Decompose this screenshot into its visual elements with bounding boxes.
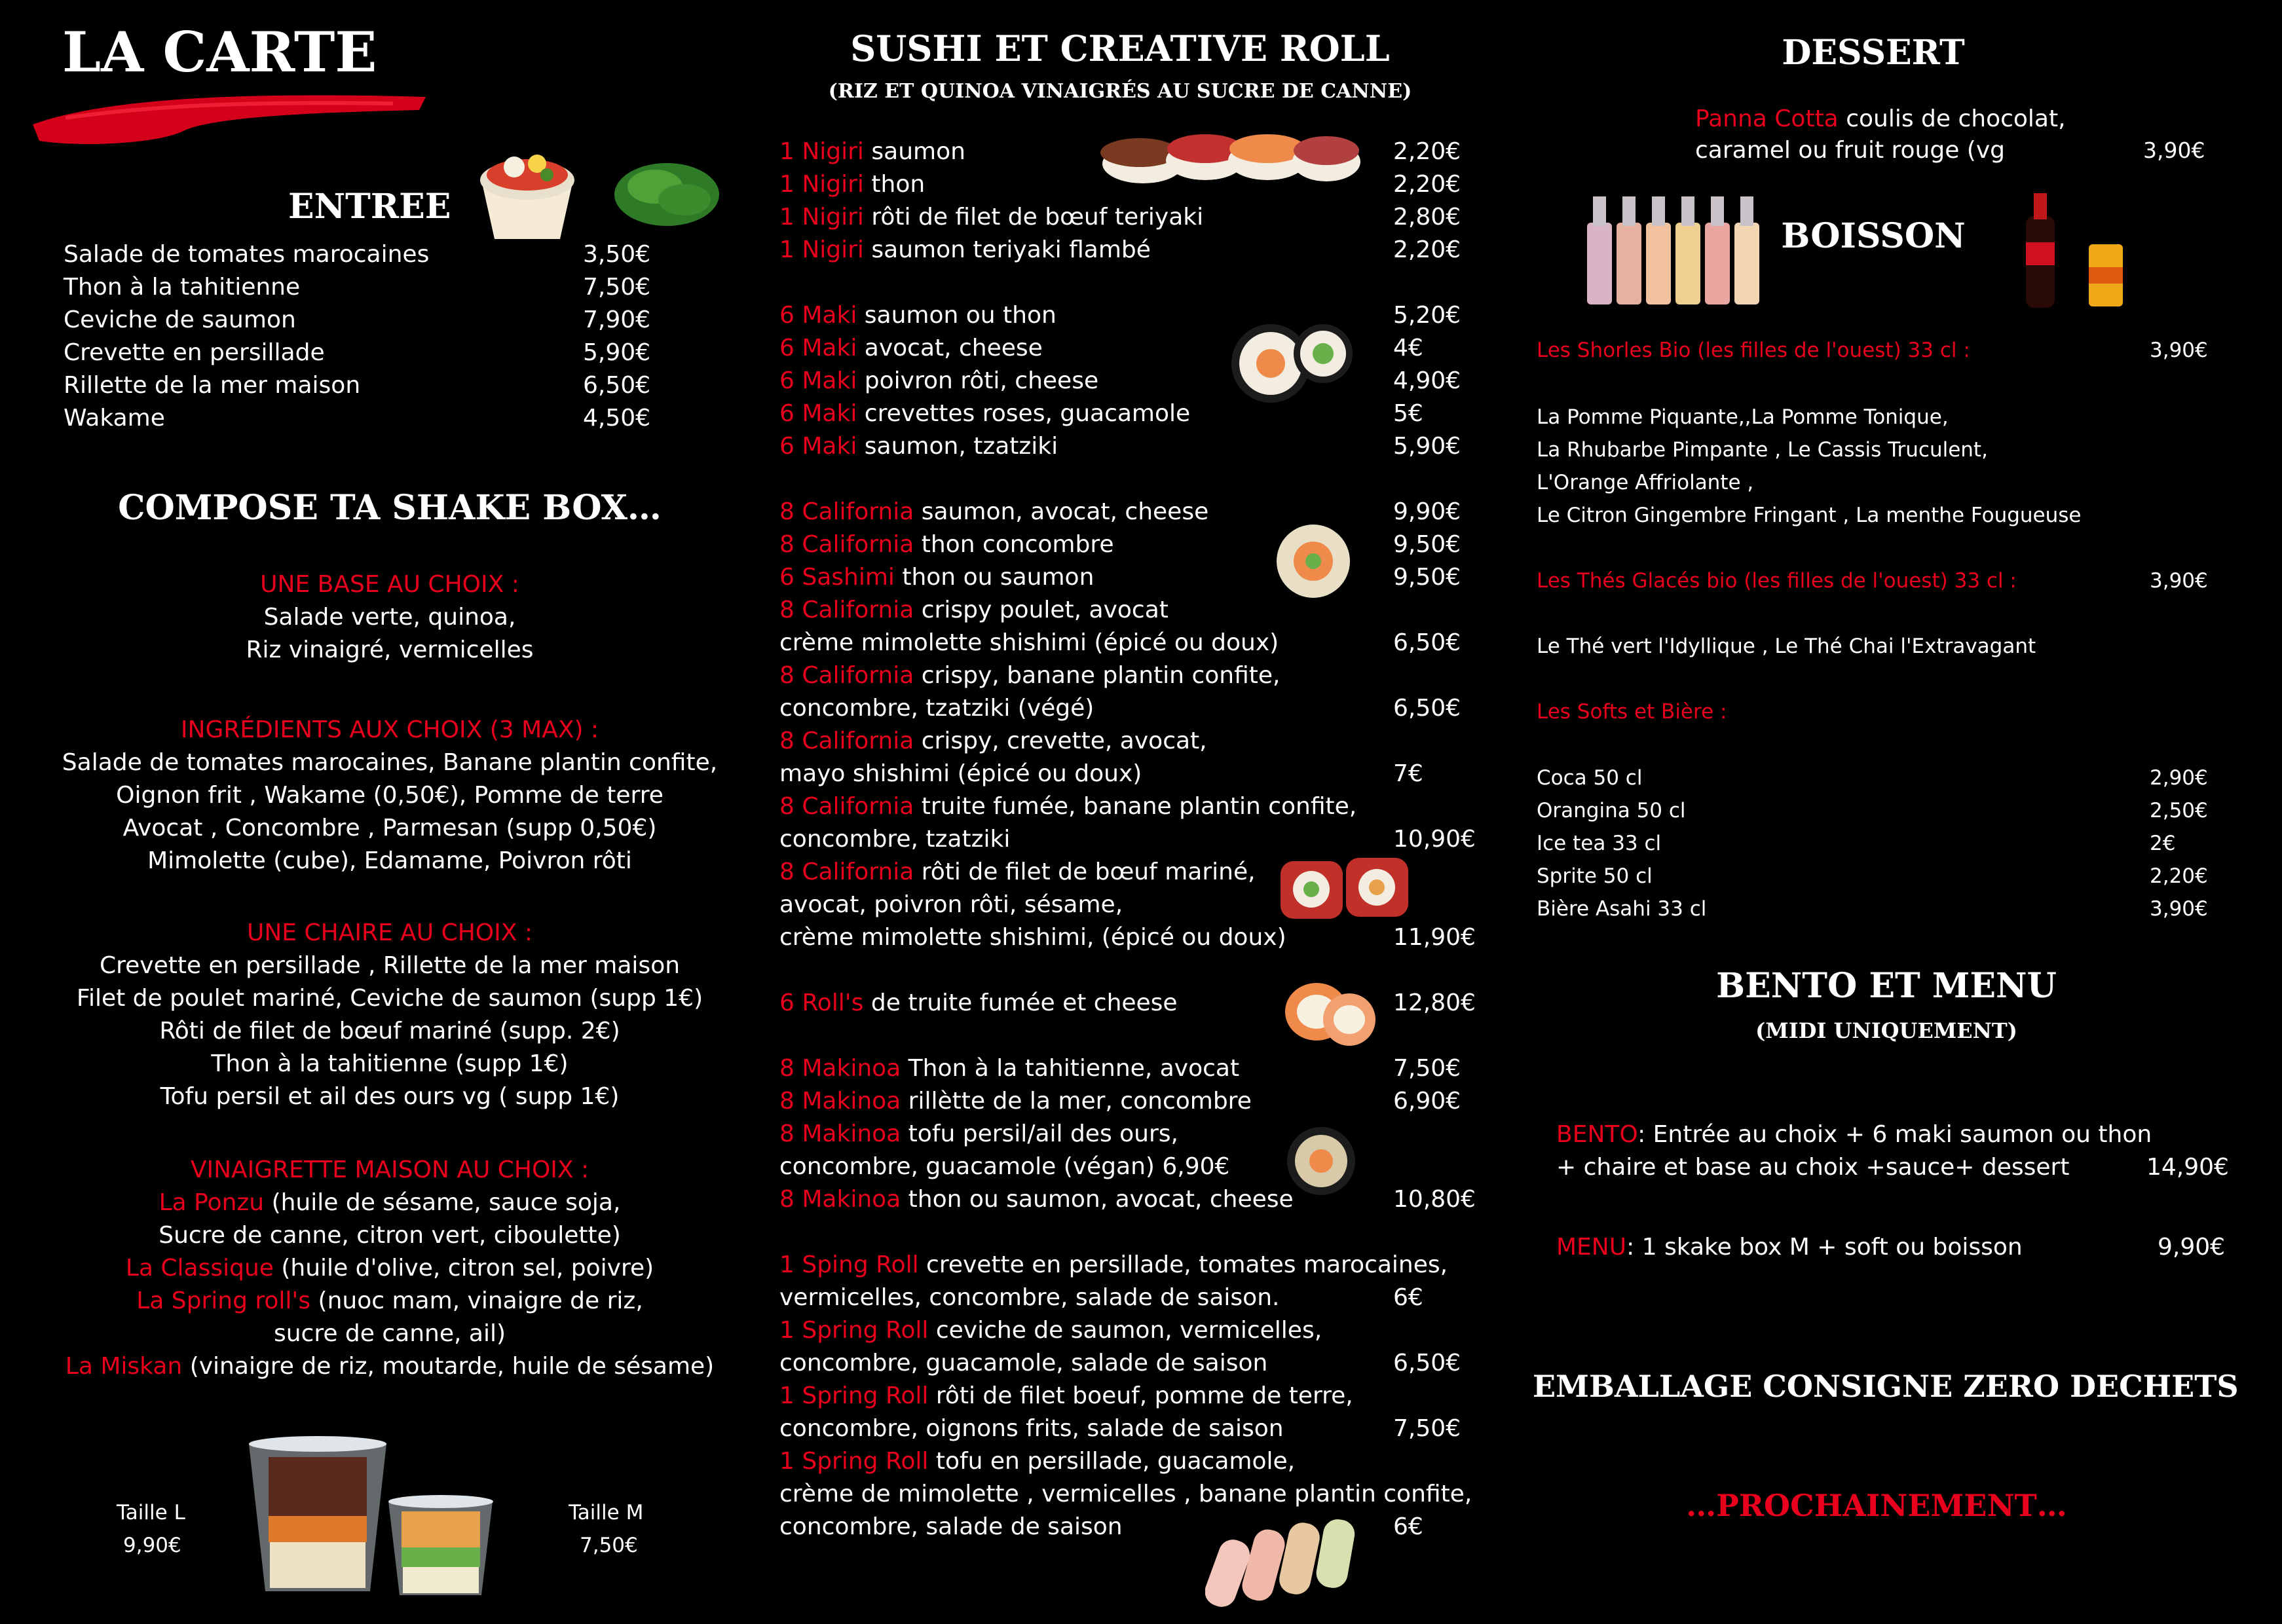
shorles-line: L'Orange Affriolante , [1537, 471, 1754, 494]
shakebox-title: COMPOSE TA SHAKE BOX… [118, 488, 662, 528]
dessert-title: DESSERT [1782, 33, 1965, 73]
bento-subtitle: (MIDI UNIQUEMENT) [1755, 1018, 2017, 1043]
thes-line: Le Thé vert l'Idyllique , Le Thé Chai l'Extravagant [1537, 635, 2036, 658]
soft-price: 3,90€ [2150, 897, 2208, 921]
dessert-name: Panna Cotta [1695, 105, 1839, 132]
sushi-item: concombre, oignons frits, salade de saison [779, 1415, 1284, 1442]
vinaigrette-line: sucre de canne, ail) [273, 1320, 506, 1347]
entree-price: 3,50€ [583, 241, 651, 268]
menu-line: MENU: 1 skake box M + soft ou boisson [1556, 1234, 2023, 1261]
chaire-section [0, 917, 779, 1113]
sushi-price: 6,50€ [1393, 629, 1461, 656]
entree-item: Rillette de la mer maison [64, 372, 361, 399]
ingredients-line: Avocat , Concombre , Parmesan (supp 0,50€) [122, 815, 657, 841]
shorles-bottles-image [1584, 190, 1774, 308]
menu-price: 9,90€ [2158, 1234, 2226, 1261]
sushi-item: 8 California crispy poulet, avocat [779, 597, 1169, 623]
trout-roll-image [1281, 979, 1379, 1051]
bento-price: 14,90€ [2146, 1154, 2229, 1181]
sushi-item: concombre, salade de saison [779, 1513, 1123, 1540]
sushi-price: 5,90€ [1393, 433, 1461, 460]
base-title: UNE BASE AU CHOIX : [260, 571, 519, 598]
brush-stroke-decoration [26, 79, 432, 151]
sushi-item: concombre, tzatziki [779, 826, 1011, 853]
entree-item: Crevette en persillade [64, 339, 325, 366]
chaire-line: Thon à la tahitienne (supp 1€) [211, 1050, 569, 1077]
sushi-item: 6 Maki saumon, tzatziki [779, 433, 1058, 460]
sushi-price: 6,50€ [1393, 695, 1461, 722]
sushi-item: 1 Spring Roll rôti de filet boeuf, pomme de terre, [779, 1382, 1353, 1409]
entree-item: Salade de tomates marocaines [64, 241, 430, 268]
size-l-label: Taille L [117, 1501, 185, 1524]
sushi-item: 8 California rôti de filet de bœuf mariné, [779, 858, 1256, 885]
sushi-price: 2,80€ [1393, 204, 1461, 231]
shorles-line: La Rhubarbe Pimpante , Le Cassis Truculent, [1537, 438, 1988, 462]
sushi-item: concombre, tzatziki (végé) [779, 695, 1094, 722]
entree-price: 5,90€ [583, 339, 651, 366]
sushi-item: 8 California truite fumée, banane plantin confite, [779, 793, 1357, 820]
vinaigrette-title: VINAIGRETTE MAISON AU CHOIX : [190, 1156, 589, 1183]
bento-label: BENTO [1556, 1121, 1638, 1148]
sushi-price: 9,50€ [1393, 531, 1461, 558]
dessert-line: caramel ou fruit rouge (vg [1695, 137, 2006, 164]
sushi-item: crème mimolette shishimi (épicé ou doux) [779, 629, 1279, 656]
menu-label: MENU [1556, 1234, 1627, 1261]
vinaigrette-section [0, 1154, 779, 1383]
sushi-item: mayo shishimi (épicé ou doux) [779, 760, 1142, 787]
softs-title: Les Softs et Bière : [1537, 700, 1727, 724]
soft-item: Coca 50 cl [1537, 766, 1643, 790]
entree-item: Wakame [64, 405, 165, 432]
sushi-item: 8 California crispy, crevette, avocat, [779, 728, 1207, 754]
soft-item: Bière Asahi 33 cl [1537, 897, 1707, 921]
boisson-title: BOISSON [1781, 216, 1966, 256]
sushi-item: 6 Maki avocat, cheese [779, 335, 1043, 361]
nigiri-image [1100, 121, 1362, 193]
size-l-price: 9,90€ [123, 1534, 181, 1557]
sushi-price: 6,50€ [1393, 1350, 1461, 1376]
sushi-item: 1 Spring Roll tofu en persillade, guacamole, [779, 1448, 1296, 1475]
base-line: Salade verte, quinoa, [263, 604, 516, 631]
chaire-line: Tofu persil et ail des ours vg ( supp 1€) [160, 1083, 620, 1110]
ingredients-title: INGRÉDIENTS AUX CHOIX (3 MAX) : [180, 716, 599, 743]
vinaigrette-line: Sucre de canne, citron vert, ciboulette) [159, 1222, 621, 1249]
shorles-line: Le Citron Gingembre Fringant , La menthe Fougueuse [1537, 504, 2082, 527]
bento-title: BENTO ET MENU [1716, 966, 2057, 1006]
coca-bottle-image [2021, 190, 2060, 311]
thes-title: Les Thés Glacés bio (les filles de l'ouest) 33 cl : [1537, 569, 2017, 593]
entree-price: 6,50€ [583, 372, 651, 399]
sushi-price: 9,90€ [1393, 498, 1461, 525]
sushi-item: crème de mimolette , vermicelles , banane plantin confite, [779, 1481, 1472, 1507]
bento-line: + chaire et base au choix +sauce+ dessert [1556, 1154, 2070, 1181]
sushi-price: 6€ [1393, 1284, 1423, 1311]
sushi-price: 12,80€ [1393, 989, 1476, 1016]
sushi-price: 11,90€ [1393, 924, 1476, 951]
dessert-line: Panna Cotta coulis de chocolat, [1695, 105, 2066, 132]
ingredients-line: Salade de tomates marocaines, Banane plantin confite, [62, 749, 718, 776]
entree-price: 7,50€ [583, 274, 651, 301]
sushi-item: 8 Makinoa Thon à la tahitienne, avocat [779, 1055, 1240, 1082]
chaire-line: Rôti de filet de bœuf mariné (supp. 2€) [159, 1018, 620, 1044]
chaire-line: Crevette en persillade , Rillette de la mer maison [99, 952, 681, 979]
sushi-price: 2,20€ [1393, 138, 1461, 165]
california-roll-image [1274, 521, 1353, 602]
salad-bowl-image [475, 134, 580, 246]
sushi-item: 1 Nigiri saumon [779, 138, 965, 165]
ice-tea-can-image [2086, 241, 2125, 310]
bento-line: BENTO: Entrée au choix + 6 maki saumon ou thon [1556, 1121, 2152, 1148]
vinaigrette-line: La Miskan (vinaigre de riz, moutarde, huile de sésame) [65, 1353, 715, 1380]
soft-price: 2€ [2150, 832, 2176, 855]
shorles-price: 3,90€ [2150, 339, 2208, 362]
base-line: Riz vinaigré, vermicelles [246, 637, 534, 663]
sushi-item: concombre, guacamole, salade de saison [779, 1350, 1268, 1376]
shorles-title: Les Shorles Bio (les filles de l'ouest) 33 cl : [1537, 339, 1970, 362]
soft-item: Orangina 50 cl [1537, 799, 1686, 822]
sushi-price: 5€ [1393, 400, 1423, 427]
crispy-roll-image [1277, 851, 1412, 923]
sushi-price: 9,50€ [1393, 564, 1461, 591]
sushi-price: 6,90€ [1393, 1088, 1461, 1115]
soft-price: 2,20€ [2150, 864, 2208, 888]
sushi-price: 4€ [1393, 335, 1423, 361]
sushi-price: 10,90€ [1393, 826, 1476, 853]
sushi-item: concombre, guacamole (végan) 6,90€ [779, 1153, 1230, 1180]
sushi-price: 4,90€ [1393, 367, 1461, 394]
sushi-item: vermicelles, concombre, salade de saison. [779, 1284, 1280, 1311]
sushi-item: 8 California thon concombre [779, 531, 1114, 558]
sushi-price: 7,50€ [1393, 1415, 1461, 1442]
entree-item: Ceviche de saumon [64, 306, 296, 333]
chaire-title: UNE CHAIRE AU CHOIX : [247, 919, 533, 946]
sushi-item: 8 Makinoa rillètte de la mer, concombre [779, 1088, 1252, 1115]
shorles-line: La Pomme Piquante,,La Pomme Tonique, [1537, 405, 1949, 429]
ingredients-line: Mimolette (cube), Edamame, Poivron rôti [147, 847, 632, 874]
thes-price: 3,90€ [2150, 569, 2208, 593]
ingredients-line: Oignon frit , Wakame (0,50€), Pomme de terre [116, 782, 664, 809]
soft-price: 2,50€ [2150, 799, 2208, 822]
dessert-price: 3,90€ [2143, 138, 2205, 163]
size-m-label: Taille M [569, 1501, 644, 1524]
sushi-item: crème mimolette shishimi, (épicé ou doux) [779, 924, 1286, 951]
sushi-title: SUSHI ET CREATIVE ROLL [850, 28, 1390, 69]
vinaigrette-line: La Classique (huile d'olive, citron sel, poivre) [125, 1255, 654, 1282]
sushi-item: 8 California crispy, banane plantin confite, [779, 662, 1281, 689]
sushi-item: 6 Maki poivron rôti, cheese [779, 367, 1099, 394]
maki-image [1225, 311, 1356, 409]
soft-price: 2,90€ [2150, 766, 2208, 790]
sushi-item: 8 Makinoa tofu persil/ail des ours, [779, 1120, 1178, 1147]
sushi-subtitle: (RIZ ET QUINOA VINAIGRÉS AU SUCRE DE CANNE) [828, 80, 1412, 103]
sushi-price: 7,50€ [1393, 1055, 1461, 1082]
makinoa-image [1281, 1125, 1366, 1197]
sushi-item: 1 Spring Roll ceviche de saumon, vermicelles, [779, 1317, 1322, 1344]
shakebox-large-image [242, 1431, 393, 1598]
wakame-image [609, 154, 724, 229]
page-title: LA CARTE [62, 20, 377, 84]
sushi-item: 1 Nigiri thon [779, 171, 926, 198]
sushi-item: 1 Nigiri saumon teriyaki flambé [779, 236, 1151, 263]
chaire-line: Filet de poulet mariné, Ceviche de saumon (supp 1€) [76, 985, 703, 1012]
soft-item: Ice tea 33 cl [1537, 832, 1662, 855]
entree-title: ENTREE [288, 187, 451, 227]
sushi-price: 10,80€ [1393, 1186, 1476, 1213]
emballage-title: EMBALLAGE CONSIGNE ZERO DECHETS [1533, 1369, 2239, 1404]
sushi-item: avocat, poivron rôti, sésame, [779, 891, 1123, 918]
ingredients-section [0, 714, 779, 877]
sushi-price: 6€ [1393, 1513, 1423, 1540]
shakebox-medium-image [383, 1492, 498, 1600]
sushi-item: 6 Maki saumon ou thon [779, 302, 1057, 329]
sushi-price: 2,20€ [1393, 236, 1461, 263]
prochainement-text: …PROCHAINEMENT… [1686, 1488, 2067, 1523]
soft-item: Sprite 50 cl [1537, 864, 1653, 888]
sushi-item: 6 Maki crevettes roses, guacamole [779, 400, 1191, 427]
shakebox-section [0, 568, 779, 667]
sushi-item: 1 Sping Roll crevette en persillade, tomates marocaines, [779, 1251, 1448, 1278]
sushi-item: 1 Nigiri rôti de filet de bœuf teriyaki [779, 204, 1204, 231]
entree-item: Thon à la tahitienne [64, 274, 301, 301]
sushi-price: 7€ [1393, 760, 1423, 787]
sushi-item: 8 Makinoa thon ou saumon, avocat, cheese [779, 1186, 1294, 1213]
sushi-price: 5,20€ [1393, 302, 1461, 329]
sushi-item: 6 Roll's de truite fumée et cheese [779, 989, 1178, 1016]
sushi-item: 6 Sashimi thon ou saumon [779, 564, 1094, 591]
entree-price: 7,90€ [583, 306, 651, 333]
vinaigrette-line: La Spring roll's (nuoc mam, vinaigre de riz, [136, 1287, 643, 1314]
size-m-price: 7,50€ [580, 1534, 638, 1557]
entree-price: 4,50€ [583, 405, 651, 432]
spring-roll-image [1205, 1513, 1359, 1611]
vinaigrette-line: La Ponzu (huile de sésame, sauce soja, [159, 1189, 621, 1216]
sushi-item: 8 California saumon, avocat, cheese [779, 498, 1209, 525]
sushi-price: 2,20€ [1393, 171, 1461, 198]
